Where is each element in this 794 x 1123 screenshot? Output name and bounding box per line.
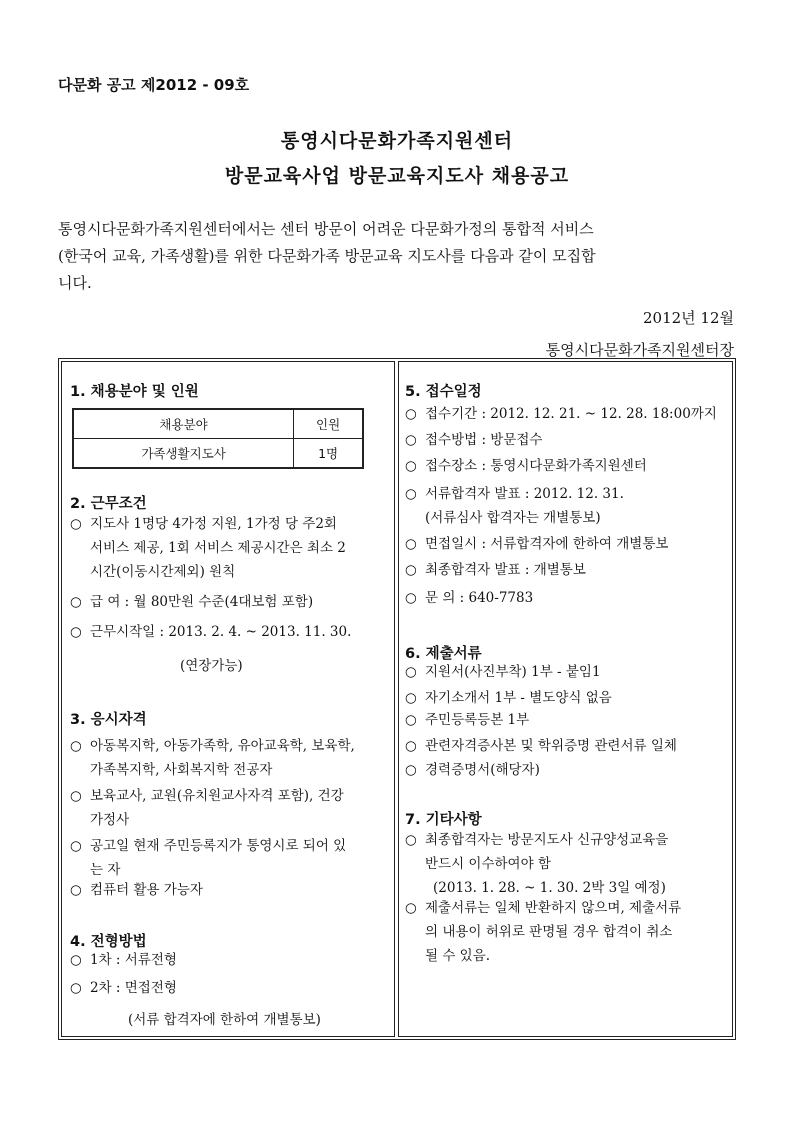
recruitment-table (72, 408, 364, 469)
bullet-icon: ○ (405, 406, 417, 422)
list-item-line: 가족복지학, 사회복지학 전공자 (90, 762, 273, 778)
list-item-line: 면접일시 : 서류합격자에 한하여 개별통보 (425, 536, 669, 552)
list-item-line: 접수방법 : 방문접수 (425, 432, 543, 448)
conditions-note: (연장가능) (180, 658, 243, 674)
list-item (70, 948, 390, 972)
bullet-icon: ○ (405, 562, 417, 578)
list-item (405, 734, 730, 758)
bullet-icon: ○ (405, 486, 417, 502)
list-item-line: 제출서류는 일체 반환하지 않으며, 제출서류 (425, 900, 682, 916)
list-item-line: 최종합격자는 방문지도사 신규양성교육을 (425, 832, 669, 848)
list-item-line: 관련자격증사본 및 학위증명 관련서류 일체 (425, 738, 677, 754)
bullet-icon: ○ (70, 882, 82, 898)
bullet-icon: ○ (405, 738, 417, 754)
list-item (405, 558, 730, 582)
title-line-2: 방문교육사업 방문교육지도사 채용공고 (224, 165, 570, 187)
bullet-icon: ○ (405, 536, 417, 552)
bullet-icon: ○ (405, 762, 417, 778)
title-line-1: 통영시다문화가족지원센터 (280, 130, 514, 152)
list-item-line: (2013. 1. 28. ~ 1. 30. 2박 3일 예정) (433, 880, 666, 896)
list-item-line: 반드시 이수하여야 함 (425, 856, 551, 872)
section-title-schedule: 5. 접수일정 (405, 384, 482, 400)
list-item-line: 서류합격자 발표 : 2012. 12. 31. (425, 486, 624, 502)
bullet-icon: ○ (405, 458, 417, 474)
table-header-cell: 인원 (294, 409, 363, 439)
list-item-line: 아동복지학, 아동가족학, 유아교육학, 보육학, (90, 738, 355, 754)
list-item-line: 최종합격자 발표 : 개별통보 (425, 562, 586, 578)
list-item-line: 급 여 : 월 80만원 수준(4대보험 포함) (90, 594, 314, 610)
list-item-line: 지원서(사진부착) 1부 - 붙임1 (425, 664, 601, 680)
list-item (70, 784, 390, 832)
list-item (70, 620, 390, 644)
selection-note: (서류 합격자에 한하여 개별통보) (128, 1012, 321, 1028)
section-title-conditions: 2. 근무조건 (70, 496, 147, 512)
section-title-other: 7. 기타사항 (405, 812, 482, 828)
list-item (405, 758, 730, 782)
list-item-line: 근무시작일 : 2013. 2. 4. ~ 2013. 11. 30. (90, 624, 352, 640)
section-title-qualifications: 3. 응시자격 (70, 712, 147, 728)
table-cell: 1명 (294, 439, 363, 469)
list-item-line: 경력증명서(해당자) (425, 762, 540, 778)
table-cell: 가족생활지도사 (73, 439, 294, 469)
list-item-line: 될 수 있음. (425, 948, 491, 964)
list-item-line: 시간(이동시간제외) 원칙 (90, 564, 236, 580)
list-item (405, 454, 730, 478)
list-item-line: 컴퓨터 활용 가능자 (90, 882, 203, 898)
bullet-icon: ○ (405, 432, 417, 448)
bullet-icon: ○ (70, 788, 82, 804)
list-item (405, 660, 730, 684)
notice-date: 2012년 12월 (642, 309, 734, 327)
list-item-line: 2차 : 면접전형 (90, 980, 177, 996)
list-item (70, 590, 390, 614)
list-item (70, 834, 390, 882)
list-item (70, 734, 390, 782)
notice-number: 다문화 공고 제2012 - 09호 (58, 76, 250, 94)
notice-box (58, 358, 736, 1040)
bullet-icon: ○ (405, 590, 417, 606)
list-item (405, 828, 730, 900)
list-item (405, 482, 730, 530)
left-column (61, 361, 395, 1037)
right-column (398, 361, 733, 1037)
list-item-line: 문 의 : 640-7783 (425, 590, 534, 606)
list-item-line: (서류심사 합격자는 개별통보) (425, 510, 601, 526)
bullet-icon: ○ (70, 738, 82, 754)
intro-line-1: 통영시다문화가족지원센터에서는 센터 방문이 어려운 다문화가정의 통합적 서비스 (58, 220, 594, 238)
bullet-icon: ○ (405, 900, 417, 916)
list-item (405, 428, 730, 452)
list-item (405, 686, 730, 710)
list-item (405, 586, 730, 610)
section-title-documents: 6. 제출서류 (405, 646, 482, 662)
list-item (405, 402, 730, 426)
list-item-line: 는 자 (90, 862, 121, 878)
list-item (405, 532, 730, 556)
list-item-line: 주민등록등본 1부 (425, 712, 530, 728)
signer: 통영시다문화가족지원센터장 (545, 341, 734, 359)
bullet-icon: ○ (70, 594, 82, 610)
bullet-icon: ○ (70, 838, 82, 854)
list-item-line: 보육교사, 교원(유치원교사자격 포함), 건강 (90, 788, 344, 804)
intro-line-2: (한국어 교육, 가족생활)를 위한 다문화가족 방문교육 지도사를 다음과 같이 모집합 (58, 247, 596, 265)
intro-paragraph (58, 216, 738, 297)
table-header-row (73, 409, 363, 439)
list-item (70, 512, 390, 584)
list-item-line: 접수장소 : 통영시다문화가족지원센터 (425, 458, 647, 474)
list-item-line: 1차 : 서류전형 (90, 952, 177, 968)
list-item-line: 접수기간 : 2012. 12. 21. ~ 12. 28. 18:00까지 (425, 406, 717, 422)
table-row (73, 439, 363, 469)
bullet-icon: ○ (70, 516, 82, 532)
list-item (70, 878, 390, 902)
list-item (405, 896, 730, 968)
bullet-icon: ○ (405, 832, 417, 848)
table-header-cell: 채용분야 (73, 409, 294, 439)
bullet-icon: ○ (70, 952, 82, 968)
list-item-line: 지도사 1명당 4가정 지원, 1가정 당 주2회 (90, 516, 337, 532)
list-item-line: 가정사 (90, 812, 130, 828)
bullet-icon: ○ (405, 712, 417, 728)
section-title-recruitment: 1. 채용분야 및 인원 (70, 384, 199, 400)
intro-line-3: 니다. (58, 274, 92, 292)
bullet-icon: ○ (70, 624, 82, 640)
list-item (405, 708, 730, 732)
section-title-selection: 4. 전형방법 (70, 934, 147, 950)
list-item-line: 공고일 현재 주민등록지가 통영시로 되어 있 (90, 838, 347, 854)
bullet-icon: ○ (405, 664, 417, 680)
list-item (70, 976, 390, 1000)
list-item-line: 의 내용이 허위로 판명될 경우 합격이 취소 (425, 924, 673, 940)
list-item-line: 서비스 제공, 1회 서비스 제공시간은 최소 2 (90, 540, 346, 556)
bullet-icon: ○ (70, 980, 82, 996)
bullet-icon: ○ (405, 690, 417, 706)
list-item-line: 자기소개서 1부 - 별도양식 없음 (425, 690, 612, 706)
